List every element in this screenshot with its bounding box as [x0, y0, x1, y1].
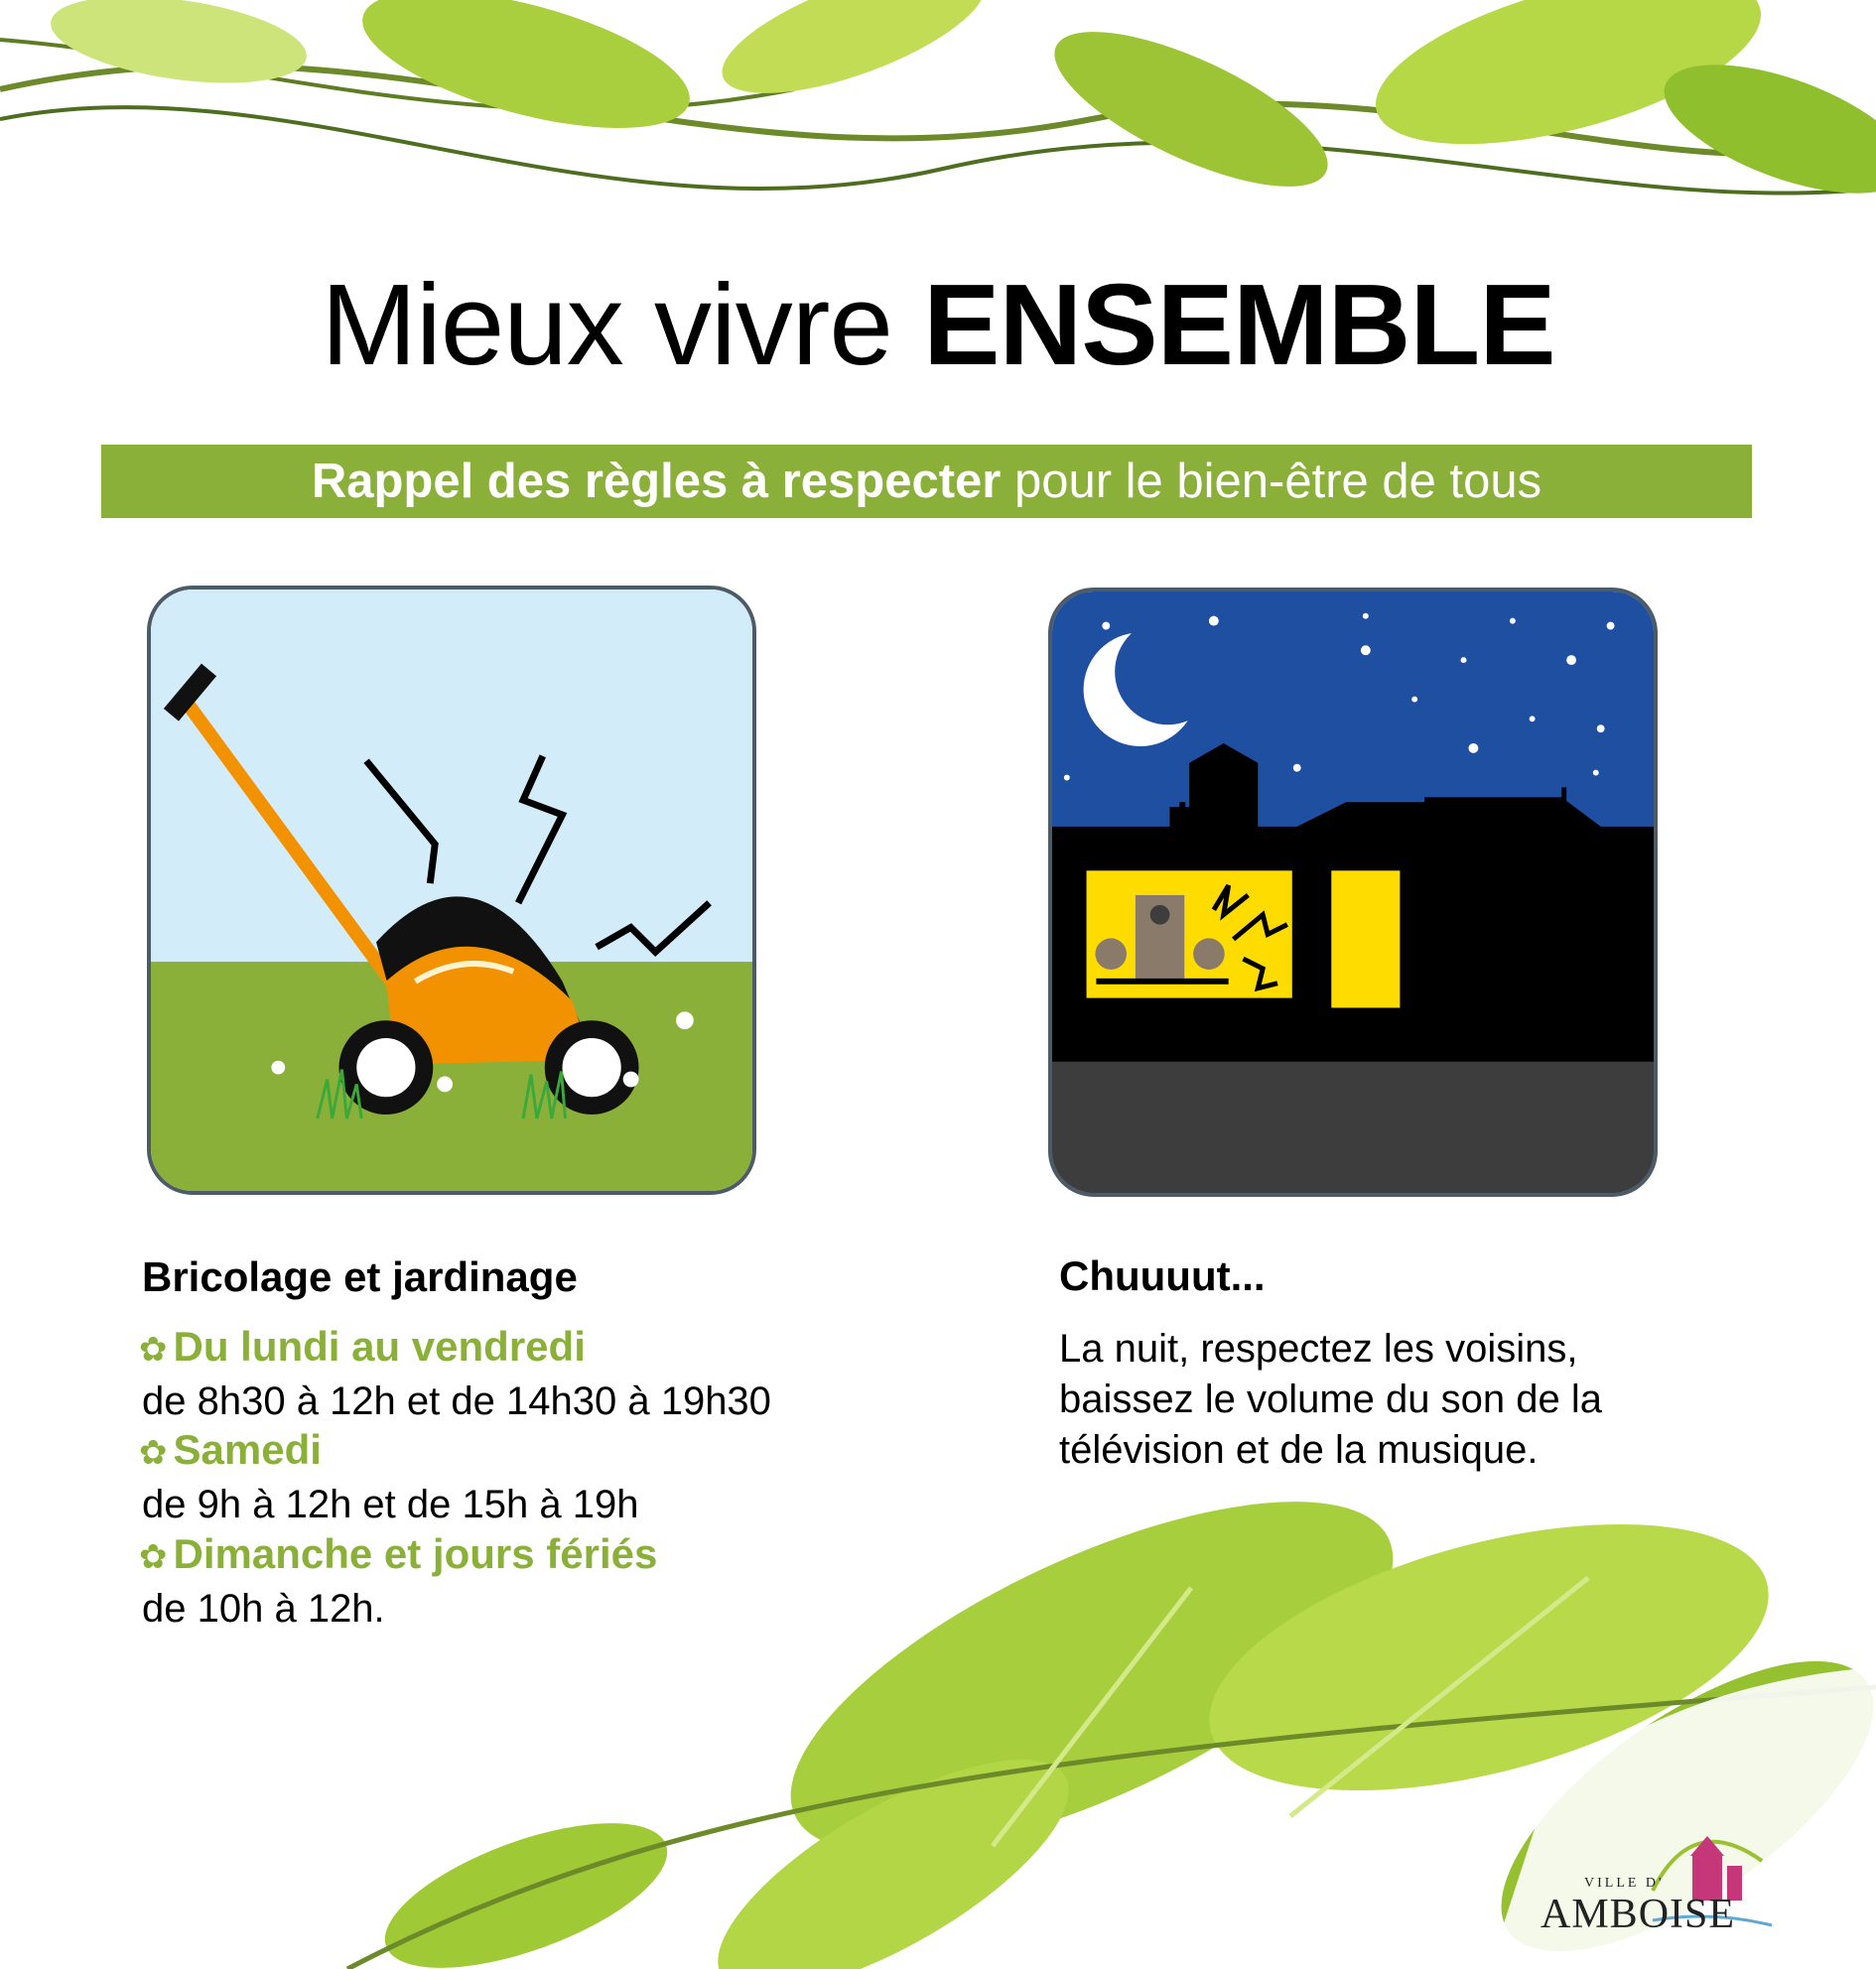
banner-bold: Rappel des règles à respecter [311, 455, 1002, 508]
left-item-2-label [139, 1426, 322, 1474]
left-item-1-hours: de 8h30 à 12h et de 14h30 à 19h30 [142, 1379, 771, 1423]
left-item-3-label-text: Dimanche et jours fériés [173, 1530, 658, 1577]
top-leaves-decoration [0, 0, 1876, 248]
title-regular: Mieux vivre [321, 260, 924, 389]
lawnmower-icon [151, 590, 752, 1191]
left-item-3-hours: de 10h à 12h. [142, 1587, 385, 1631]
left-item-2-label-text: Samedi [173, 1426, 322, 1473]
left-item-2-hours: de 9h à 12h et de 15h à 19h [142, 1483, 639, 1526]
lawnmower-illustration [147, 586, 756, 1195]
left-section-heading: Bricolage et jardinage [142, 1253, 578, 1300]
title-bold: ENSEMBLE [923, 260, 1555, 389]
left-item-1-label [139, 1323, 586, 1371]
night-house-music-icon [1052, 591, 1654, 1193]
right-text-line-3: télévision et de la musique. [1059, 1428, 1539, 1472]
subtitle-banner [101, 445, 1752, 518]
logo-prefix: VILLE D' [1584, 1876, 1665, 1891]
night-house-illustration [1048, 588, 1658, 1197]
right-section-heading: Chuuuut... [1059, 1252, 1266, 1299]
flower-icon: ✿ [139, 1434, 168, 1472]
right-text-line-1: La nuit, respectez les voisins, [1059, 1327, 1578, 1371]
flower-icon: ✿ [139, 1331, 168, 1369]
page-title [0, 260, 1876, 389]
right-text-line-2: baissez le volume du son de la [1059, 1378, 1602, 1421]
flower-icon: ✿ [139, 1538, 168, 1576]
banner-regular: pour le bien-être de tous [1001, 455, 1542, 508]
logo-name: AMBOISE [1541, 1892, 1736, 1937]
left-item-1-label-text: Du lundi au vendredi [173, 1323, 586, 1370]
